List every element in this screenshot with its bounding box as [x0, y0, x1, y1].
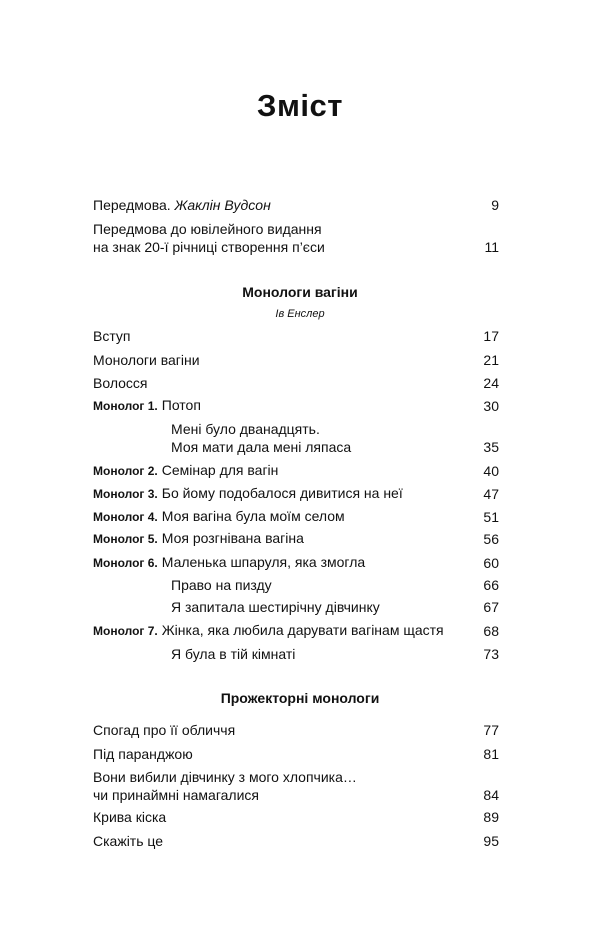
- page-number: 67: [483, 599, 499, 615]
- page-number: 24: [483, 375, 499, 391]
- entry-text: Моя вагіна була моїм селом: [161, 508, 345, 524]
- monologue-label: Монолог 3.: [93, 487, 158, 501]
- toc-entry: [93, 621, 499, 640]
- section-title: Прожекторні монологи: [220, 690, 380, 706]
- entry-text-line1: Вони вибили дівчинку з мого хлопчика…: [93, 769, 357, 785]
- page-number: 9: [491, 197, 499, 213]
- page-number: 51: [483, 509, 499, 525]
- entry-text: Під паранджою: [93, 746, 193, 762]
- toc-entry: [93, 374, 499, 392]
- entry-text: Вступ: [93, 328, 131, 344]
- page-number: 17: [483, 328, 499, 344]
- toc-entry: [93, 327, 499, 345]
- entry-text-line2: Моя мати дала мені ляпаса: [171, 439, 352, 455]
- entry-text: Скажіть це: [93, 833, 164, 849]
- page-number: 73: [483, 646, 499, 662]
- toc-entry-jubilee-foreword: [93, 220, 499, 256]
- entry-text: Моя розгнівана вагіна: [161, 530, 304, 546]
- toc-entry: [93, 529, 499, 548]
- toc-entry: [93, 768, 499, 804]
- entry-text: Спогад про її обличчя: [93, 722, 236, 738]
- entry-text: Семінар для вагін: [161, 462, 279, 478]
- entry-text: Монологи вагіни: [93, 352, 200, 368]
- toc-entry: [93, 745, 499, 763]
- entry-text-line1: Мені було дванадцять.: [171, 421, 320, 437]
- monologue-label: Монолог 7.: [93, 624, 158, 638]
- page-number: 81: [483, 746, 499, 762]
- monologue-label: Монолог 2.: [93, 464, 158, 478]
- entry-text: Волосся: [93, 375, 148, 391]
- toc-entry: [93, 461, 499, 480]
- page-number: 89: [483, 809, 499, 825]
- entry-text-line1: Передмова до ювілейного видання: [93, 221, 322, 237]
- page-number: 56: [483, 531, 499, 547]
- page-number: 21: [483, 352, 499, 368]
- section-title: Монологи вагіни: [242, 284, 358, 300]
- page-number: 84: [483, 787, 499, 803]
- toc-entry: [171, 576, 499, 594]
- page-number: 47: [483, 486, 499, 502]
- page-number: 30: [483, 398, 499, 414]
- page-number: 68: [483, 623, 499, 639]
- page-number: 95: [483, 833, 499, 849]
- entry-text: Я була в тій кімнаті: [171, 646, 296, 662]
- toc-entry: [171, 645, 499, 663]
- toc-entry: [93, 808, 499, 826]
- page-number: 60: [483, 555, 499, 571]
- page-number: 77: [483, 722, 499, 738]
- entry-author: Жаклін Вудсон: [174, 197, 271, 213]
- toc-entry: [93, 396, 499, 415]
- toc-entry: [171, 420, 499, 456]
- monologue-label: Монолог 4.: [93, 510, 158, 524]
- page-title: Зміст: [257, 88, 343, 123]
- page-number: 40: [483, 463, 499, 479]
- toc-entry-foreword: [93, 196, 499, 214]
- entry-text: Передмова.: [93, 197, 171, 213]
- entry-text-line2: чи принаймні намагалися: [93, 787, 259, 803]
- toc-entry: [93, 351, 499, 369]
- monologue-label: Монолог 5.: [93, 532, 158, 546]
- entry-text: Маленька шпаруля, яка змогла: [161, 554, 366, 570]
- monologue-label: Монолог 1.: [93, 399, 158, 413]
- monologue-label: Монолог 6.: [93, 556, 158, 570]
- toc-entry: [93, 832, 499, 850]
- entry-text: Право на пизду: [171, 577, 272, 593]
- section-author: Ів Енслер: [275, 308, 325, 320]
- entry-text: Потоп: [161, 397, 201, 413]
- entry-text: Бо йому подобалося дивитися на неї: [161, 485, 403, 501]
- page-number: 11: [484, 239, 499, 255]
- entry-text: Крива кіска: [93, 809, 167, 825]
- toc-entry: [93, 721, 499, 739]
- page-number: 35: [483, 439, 499, 455]
- entry-text: Жінка, яка любила дарувати вагінам щастя: [161, 622, 444, 638]
- toc-entry: [93, 484, 499, 503]
- toc-entry: [93, 553, 499, 572]
- entry-text: Я запитала шестирічну дівчинку: [171, 599, 380, 615]
- toc-entry: [171, 598, 499, 616]
- page-number: 66: [483, 577, 499, 593]
- entry-text-line2: на знак 20-ї річниці створення п’єси: [93, 239, 325, 255]
- toc-entry: [93, 507, 499, 526]
